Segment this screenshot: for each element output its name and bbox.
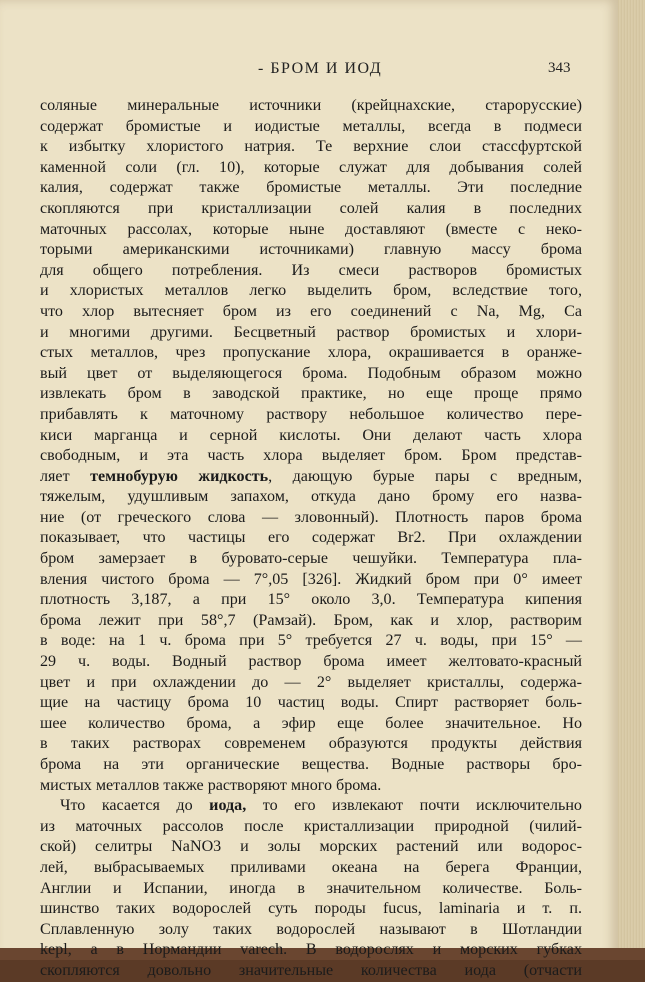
text-line: мистых металлов также растворяют много брома. [40, 776, 382, 794]
text-line: маточных рассолах, которые ныне доставляют (вместе с неко- [40, 220, 582, 238]
body-text [40, 96, 582, 982]
paragraph-bromine [40, 96, 582, 796]
text-line: вый цвет от выделяющегося брома. Подобным образом можно [40, 364, 582, 382]
text-line: калия, содержат также бромистые металлы. Эти последние [40, 179, 582, 197]
text-line: из маточных рассолов после кристаллизации природной (чилий- [40, 817, 582, 835]
page-header [0, 60, 618, 84]
text-line: показывает, что частицы его содержат Br2. При охлаждении [40, 529, 582, 547]
text-line: и хлористых металлов легко выделить бром, вследствие того, [40, 282, 582, 300]
text-line: свободным, и эта часть хлора выделяет бром. Бром представ- [40, 447, 582, 465]
text-line: ской) селитры NaNO3 и золы морских растений или водорос- [40, 838, 582, 856]
text-line: бром замерзает в буровато-серые чешуйки. Температура пла- [40, 550, 582, 568]
text-line: Что касается до иода, то его извлекают почти исключительно [60, 797, 582, 815]
text-line: Англии и Испании, иногда в значительном количестве. Боль- [40, 879, 582, 897]
text-line: шинство таких водорослей суть породы fucus, laminaria и т. п. [40, 900, 582, 918]
text-line: стых металлов, чрез пропускание хлора, окрашивается в оранже- [40, 344, 582, 362]
text-line: к избытку хлористого натрия. Те верхние слои стассфуртской [40, 138, 582, 156]
text-line: что хлор вытесняет бром из его соединений с Na, Mg, Ca [40, 302, 582, 320]
text-line: скопляются довольно значительные количества иода (отчасти [40, 961, 582, 979]
text-line: ляет темнобурую жидкость, дающую бурые пары с вредным, [40, 467, 582, 485]
text-line: и многими другими. Бесцветный раствор бромистых и хлори- [40, 323, 582, 341]
text-line: киси марганца и серной кислоты. Они делают часть хлора [40, 426, 582, 444]
text-line: брома на эти органические вещества. Водные растворы бро- [40, 756, 582, 773]
text-line: извлекать бром в заводской практике, но еще проще прямо [40, 385, 582, 403]
text-line: каменной соли (гл. 10), которые служат для добывания солей [40, 158, 582, 176]
text-line: торыми американскими источниками) главную массу брома [40, 241, 582, 259]
text-line: брома лежит при 58°,7 (Рамзай). Бром, как и хлор, растворим [40, 611, 582, 629]
text-line: щие на частицу брома 10 частиц воды. Спирт растворяет боль- [40, 694, 582, 712]
text-line: вления чистого брома — 7°,05 [326]. Жидкий бром при 0° имеет [40, 570, 582, 588]
text-line: тяжелым, удушливым запахом, откуда дано брому его назва- [40, 488, 582, 506]
text-line: лей, выбрасываемых приливами океана на берега Франции, [40, 858, 582, 876]
text-line: Сплавленную золу таких водорослей называют в Шотландии [40, 920, 582, 938]
text-line: для общего потребления. Из смеси растворов бромистых [40, 261, 582, 279]
text-line: плотность 3,187, а при 15° около 3,0. Температура кипения [40, 591, 582, 609]
bold-term: иода, [209, 797, 247, 815]
text-line: 29 ч. воды. Водный раствор брома имеет желтовато-красный [40, 653, 582, 671]
text-line: скопляются при кристаллизации солей калия в последних [40, 199, 582, 217]
text-line: в воде: на 1 ч. брома при 5° требуется 27 ч. воды, при 15° — [40, 632, 582, 650]
bold-term: темнобурую жидкость [90, 467, 269, 485]
text-line: kepl, а в Нормандии varech. В водорослях и морских губках [40, 941, 582, 959]
text-line: цвет и при охлаждении до — 2° выделяет кристаллы, содержа- [40, 673, 582, 691]
page-number: 343 [548, 60, 571, 76]
text-line: в таких растворах современем образуются продукты действия [40, 735, 582, 753]
text-line: прибавлять к маточному раствору небольшое количество пере- [40, 405, 582, 423]
paragraph-iodine [40, 796, 582, 981]
text-line: соляные минеральные источники (крейцнахские, старорусские) [40, 97, 582, 114]
text-line: ние (от греческого слова — зловонный). Плотность паров брома [40, 508, 582, 526]
page-edge [618, 0, 645, 960]
text-line: шее количество брома, а эфир еще более значительное. Но [40, 714, 582, 732]
text-line: содержат бромистые и иодистые металлы, всегда в подмеси [40, 117, 582, 135]
running-title: - БРОМ И ИОД [258, 60, 383, 77]
